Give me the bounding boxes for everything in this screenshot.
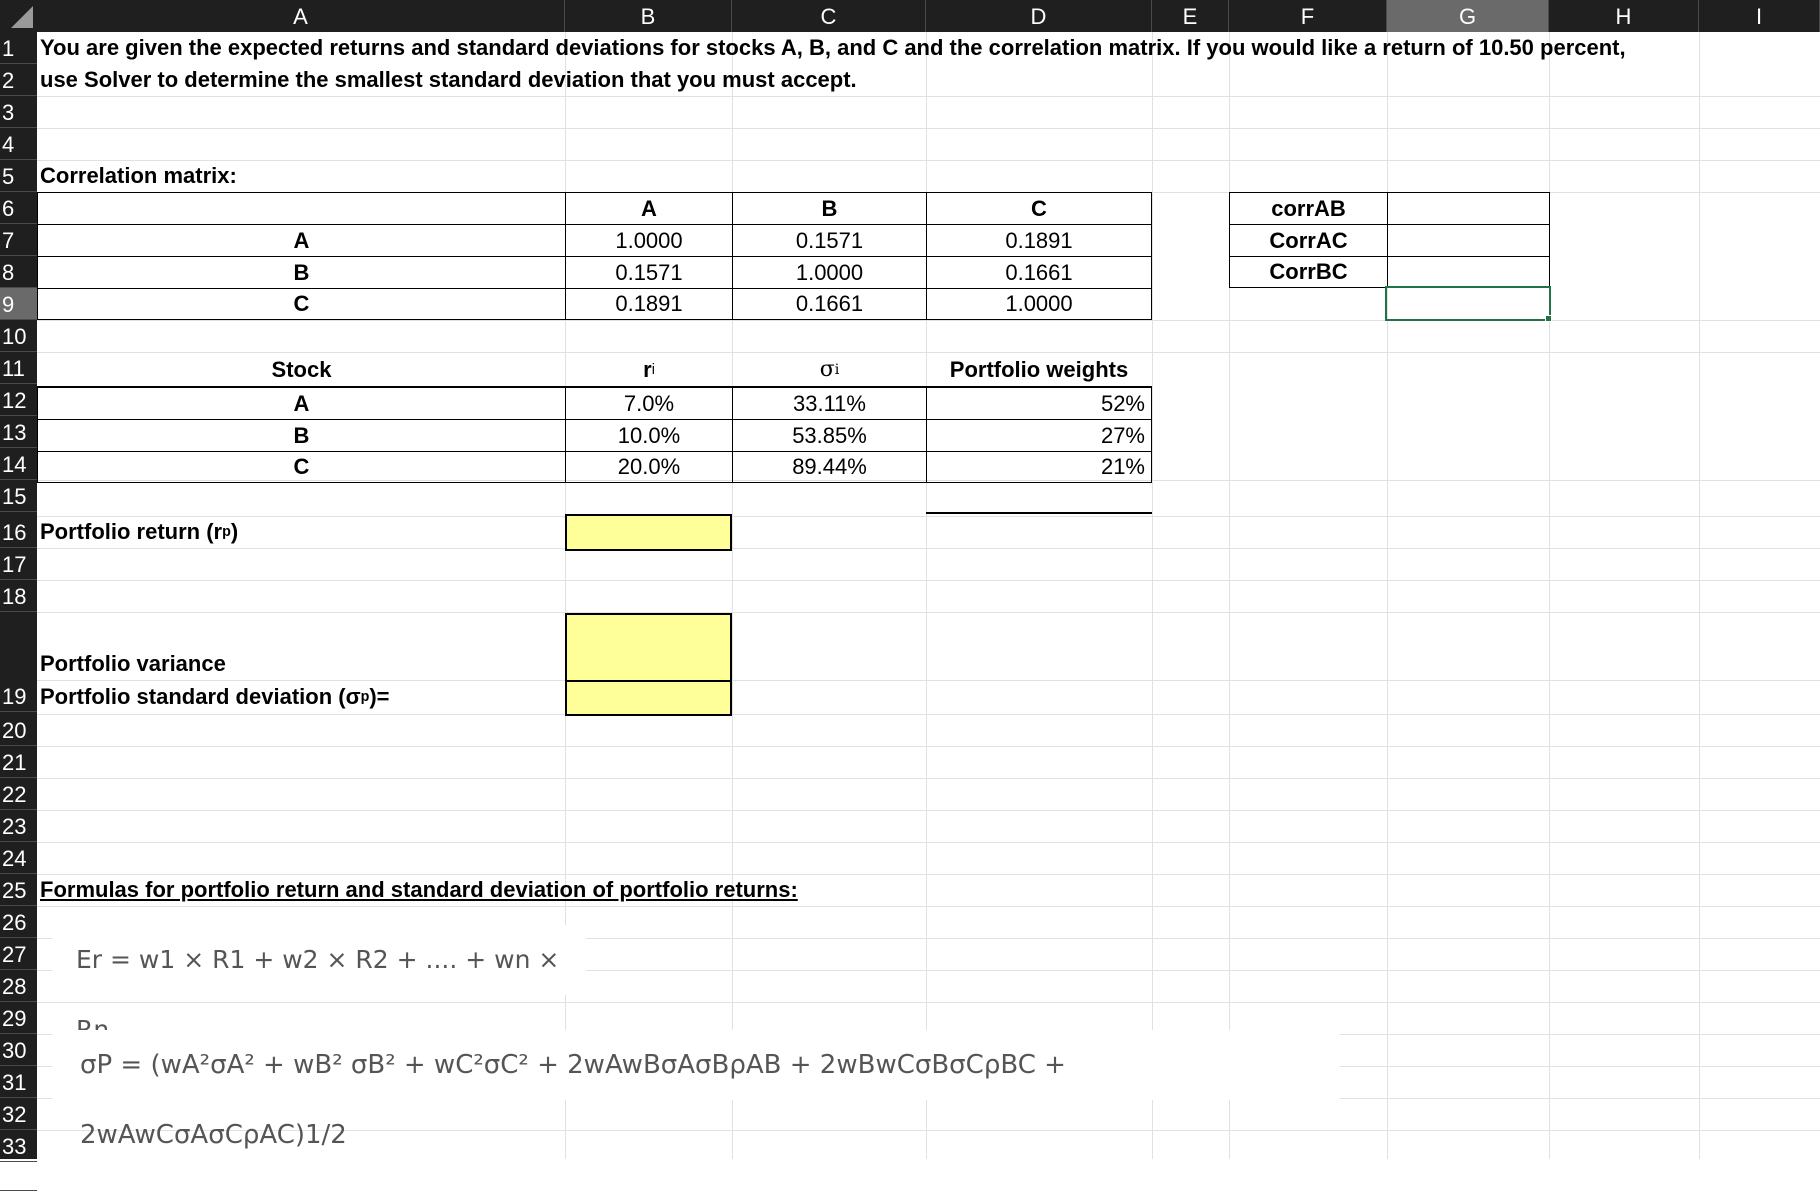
row-header[interactable]: 24 [0,842,37,874]
row-header[interactable]: 20 [0,712,37,746]
corr-row-header[interactable]: C [37,288,566,320]
corrab-value-cell[interactable] [1387,192,1550,225]
row-header[interactable]: 12 [0,384,37,416]
corr-value-cell[interactable]: 0.1891 [926,224,1152,257]
row-header[interactable]: 15 [0,480,37,512]
stock-sigma-cell[interactable]: 89.44% [732,451,927,483]
column-header-d[interactable]: D [926,0,1152,32]
corr-col-header[interactable]: A [565,192,733,225]
formula-return-text: Er = w1 × R1 + w2 × R2 + .... + wn × [76,945,560,974]
row-header[interactable]: 16 [0,512,37,548]
row-header[interactable]: 2 [0,64,37,96]
row-header[interactable]: 23 [0,810,37,842]
row-header[interactable]: 9 [0,288,37,320]
select-all-corner[interactable] [0,0,37,32]
corrac-value-cell[interactable] [1387,224,1550,257]
row-header[interactable]: 18 [0,580,37,612]
row-header[interactable]: 27 [0,938,37,970]
row-header[interactable]: 30 [0,1034,37,1066]
row-header[interactable]: 8 [0,256,37,288]
portfolio-return-input[interactable] [565,514,732,551]
corr-value-cell[interactable]: 1.0000 [926,288,1152,320]
row-header[interactable]: 17 [0,548,37,580]
corr-value-cell[interactable]: 0.1661 [732,288,927,320]
column-header-b[interactable]: B [565,0,732,32]
corr-corner-cell[interactable] [37,192,566,225]
row-header[interactable]: 22 [0,778,37,810]
corr-value-cell[interactable]: 0.1891 [565,288,733,320]
correlation-label[interactable]: Correlation matrix: [40,163,237,188]
stock-weight-cell[interactable]: 27% [926,419,1152,452]
portfolio-sd-label[interactable] [40,680,390,714]
row-header[interactable]: 32 [0,1098,37,1130]
stock-return-cell[interactable]: 7.0% [565,387,733,420]
corr-col-header[interactable]: C [926,192,1152,225]
weights-sum-line [926,512,1152,514]
row-header[interactable]: 1 [0,32,37,64]
row-header[interactable]: 14 [0,448,37,480]
stock-sigma-cell[interactable]: 53.85% [732,419,927,452]
corrab-label[interactable]: corrAB [1229,192,1388,225]
column-header-h[interactable]: H [1549,0,1699,32]
stock-name-cell[interactable]: A [37,387,566,420]
portfolio-sd-tail: )= [369,684,390,709]
corrbc-value-cell[interactable] [1387,256,1550,288]
return-header-symbol: r [643,356,652,382]
portfolio-sd-input[interactable] [565,680,732,716]
row-header[interactable]: 4 [0,128,37,160]
portfolio-variance-label[interactable]: Portfolio variance [40,651,226,676]
stock-weight-cell[interactable]: 52% [926,387,1152,420]
stock-header[interactable]: Stock [271,356,332,382]
intro-line-1[interactable]: You are given the expected returns and standard deviations for stocks A, B, and C and the correlation matrix. If you would like a return of 10.50 percent, [40,35,1626,60]
sigma-header-sub: i [834,361,840,378]
return-header-sub: i [651,361,655,378]
row-header[interactable]: 11 [0,352,37,384]
corr-value-cell[interactable]: 0.1571 [565,256,733,289]
column-header-bar [0,0,1820,32]
formula-portfolio-sd [52,1030,1340,1150]
row-header[interactable]: 33 [0,1130,37,1162]
row-header[interactable]: 28 [0,970,37,1002]
stock-name-cell[interactable]: C [37,451,566,483]
column-header-i[interactable]: I [1699,0,1820,32]
column-header-e[interactable]: E [1152,0,1229,32]
weights-header[interactable]: Portfolio weights [949,356,1129,382]
corr-col-header[interactable]: B [732,192,927,225]
stock-weight-cell[interactable]: 21% [926,451,1152,483]
row-header[interactable]: 5 [0,160,37,192]
formula-portfolio-return [52,925,586,995]
fill-handle[interactable] [1545,315,1552,322]
portfolio-return-tail: ) [230,519,239,544]
stock-return-cell[interactable]: 10.0% [565,419,733,452]
sigma-header-symbol: σ [819,357,835,382]
corr-value-cell[interactable]: 0.1661 [926,256,1152,289]
formulas-heading[interactable]: Formulas for portfolio return and standard deviation of portfolio returns: [40,877,798,902]
row-header[interactable]: 26 [0,906,37,938]
stock-name-cell[interactable]: B [37,419,566,452]
corrac-label[interactable]: CorrAC [1229,224,1388,257]
sigma-header[interactable] [732,352,927,387]
column-header-c[interactable]: C [732,0,926,32]
row-header[interactable]: 21 [0,746,37,778]
row-header[interactable]: 29 [0,1002,37,1034]
intro-line-2[interactable]: use Solver to determine the smallest standard deviation that you must accept. [40,67,857,92]
portfolio-return-text: Portfolio return (r [40,519,223,544]
column-header-f[interactable]: F [1229,0,1387,32]
corr-value-cell[interactable]: 1.0000 [565,224,733,257]
row-header[interactable]: 3 [0,96,37,128]
formula-sd-text: σP = (wA²σA² + wB² σB² + wC²σC² + 2wAwBσAσBρAB + 2wBwCσBσCρBC + 2wAwCσAσCρAC)1/2 [80,1050,1066,1150]
corrbc-label[interactable]: CorrBC [1229,256,1388,288]
portfolio-return-sub: p [222,524,231,540]
row-header-bar [0,32,37,1188]
return-header[interactable] [565,352,733,387]
row-header[interactable]: 19 [0,612,37,712]
stock-return-cell[interactable]: 20.0% [565,451,733,483]
corr-row-header[interactable]: A [37,224,566,257]
column-header-a[interactable]: A [37,0,565,32]
portfolio-return-label[interactable] [40,514,238,550]
stock-sigma-cell[interactable]: 33.11% [732,387,927,420]
row-header[interactable]: 6 [0,192,37,224]
column-header-g[interactable]: G [1387,0,1549,32]
portfolio-sd-text: Portfolio standard deviation (σ [40,684,361,709]
row-header[interactable]: 10 [0,320,37,352]
corr-row-header[interactable]: B [37,256,566,289]
portfolio-variance-input[interactable] [565,613,732,682]
portfolio-sd-sub: p [360,689,370,705]
row-header[interactable]: 31 [0,1066,37,1098]
active-cell-g9[interactable] [1385,286,1551,321]
corr-value-cell[interactable]: 1.0000 [732,256,927,289]
corr-value-cell[interactable]: 0.1571 [732,224,927,257]
row-header[interactable]: 7 [0,224,37,256]
row-header[interactable]: 25 [0,874,37,906]
row-header[interactable]: 34 [0,1162,37,1191]
row-header[interactable]: 13 [0,416,37,448]
